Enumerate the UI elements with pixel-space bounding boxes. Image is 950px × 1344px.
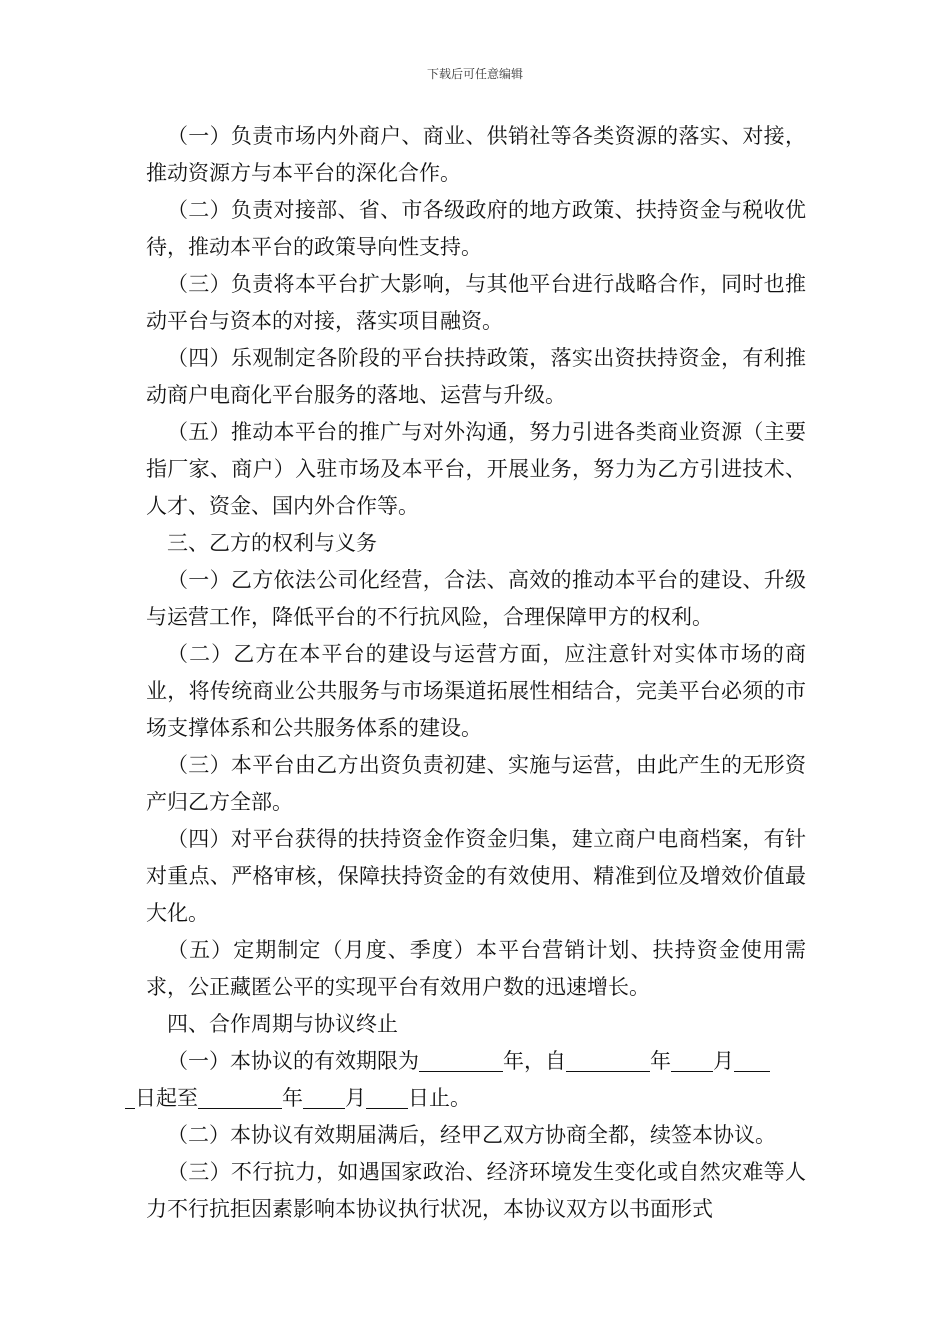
clause-2-3: （三）负责将本平台扩大影响，与其他平台进行战略合作，同时也推动平台与资本的对接，落实项目融资。 xyxy=(146,272,806,333)
document-body xyxy=(135,118,806,1228)
term-text-4: 月 xyxy=(713,1049,734,1073)
clause-4-2: （二）本协议有效期届满后，经甲乙双方协商全都，续签本协议。 xyxy=(167,1123,776,1147)
start-year-blank[interactable] xyxy=(566,1047,650,1072)
term-text-2: 年，自 xyxy=(503,1049,566,1073)
term-text-8: 日止。 xyxy=(408,1086,471,1110)
clause-3-2: （二）乙方在本平台的建设与运营方面，应注意针对实体市场的商业，将传统商业公共服务与市场渠道拓展性相结合，完美平台必须的市场支撑体系和公共服务体系的建设。 xyxy=(146,642,806,740)
term-text-6: 年 xyxy=(282,1086,303,1110)
clause-2-1: （一）负责市场内外商户、商业、供销社等各类资源的落实、对接，推动资源方与本平台的深化合作。 xyxy=(146,124,806,185)
term-text-3: 年 xyxy=(650,1049,671,1073)
start-month-blank[interactable] xyxy=(671,1047,713,1072)
end-year-blank[interactable] xyxy=(198,1084,282,1109)
clause-4-3: （三）不行抗力，如遇国家政治、经济环境发生变化或自然灾难等人力不行抗拒因素影响本协议执行状况，本协议双方以书面形式 xyxy=(146,1160,806,1221)
term-text-1: （一）本协议的有效期限为 xyxy=(167,1049,419,1073)
clause-4-1-term xyxy=(135,1043,806,1117)
start-day-blank-part2[interactable] xyxy=(125,1084,135,1109)
end-day-blank[interactable] xyxy=(366,1084,408,1109)
page-header-note: 下载后可任意编辑 xyxy=(426,67,523,81)
clause-3-3: （三）本平台由乙方出资负责初建、实施与运营，由此产生的无形资产归乙方全部。 xyxy=(146,753,806,814)
term-text-5: 日起至 xyxy=(135,1086,198,1110)
end-month-blank[interactable] xyxy=(303,1084,345,1109)
clause-3-1: （一）乙方依法公司化经营，合法、高效的推动本平台的建设、升级与运营工作，降低平台的不行抗风险，合理保障甲方的权利。 xyxy=(146,568,806,629)
term-text-7: 月 xyxy=(345,1086,366,1110)
clause-2-2: （二）负责对接部、省、市各级政府的地方政策、扶持资金与税收优待，推动本平台的政策导向性支持。 xyxy=(146,198,806,259)
section-three-heading: 三、乙方的权利与义务 xyxy=(167,531,377,555)
clause-2-5: （五）推动本平台的推广与对外沟通，努力引进各类商业资源（主要指厂家、商户）入驻市场及本平台，开展业务，努力为乙方引进技术、人才、资金、国内外合作等。 xyxy=(146,420,806,518)
start-day-blank-part1[interactable] xyxy=(734,1047,770,1072)
clause-3-5: （五）定期制定（月度、季度）本平台营销计划、扶持资金使用需求，公正藏匿公平的实现平台有效用户数的迅速增长。 xyxy=(146,938,806,999)
clause-2-4: （四）乐观制定各阶段的平台扶持政策，落实出资扶持资金，有利推动商户电商化平台服务的落地、运营与升级。 xyxy=(146,346,806,407)
term-years-blank[interactable] xyxy=(419,1047,503,1072)
section-four-heading: 四、合作周期与协议终止 xyxy=(167,1012,398,1036)
clause-3-4: （四）对平台获得的扶持资金作资金归集，建立商户电商档案，有针对重点、严格审核，保障扶持资金的有效使用、精准到位及增效价值最大化。 xyxy=(146,827,806,925)
